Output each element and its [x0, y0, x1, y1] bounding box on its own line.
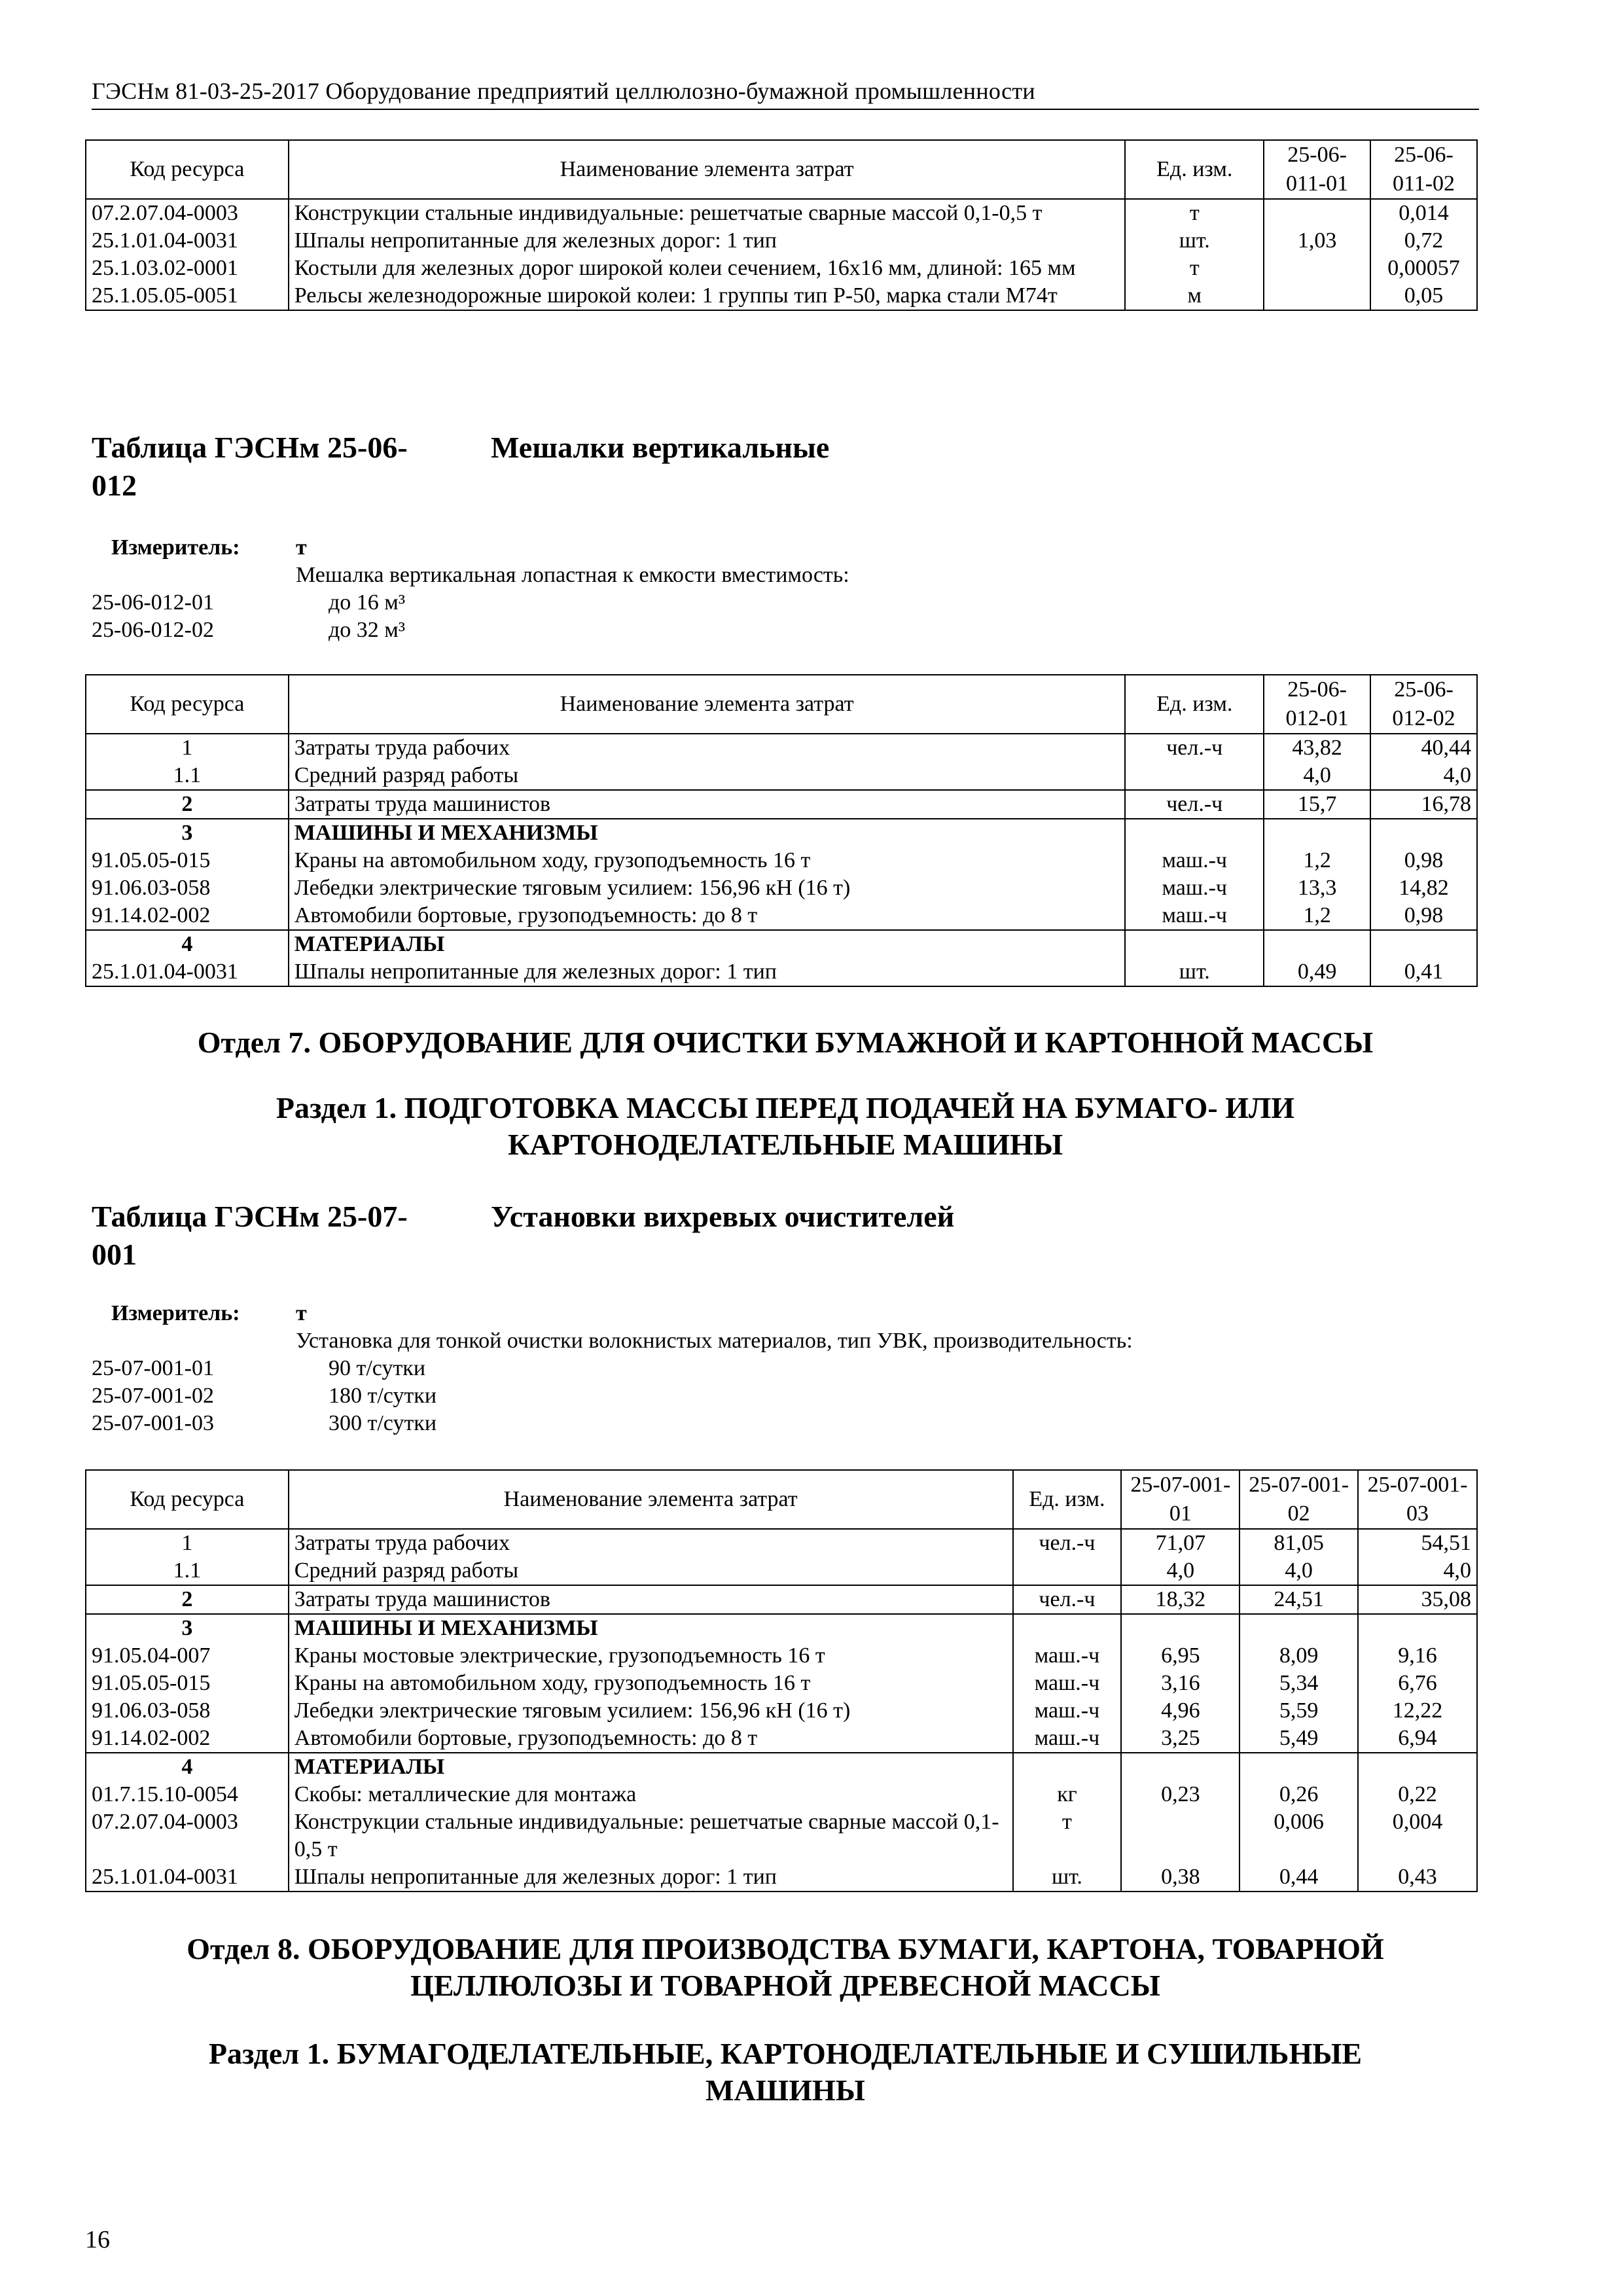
row-unit: маш.-ч — [1013, 1697, 1122, 1725]
row-value: 1,03 — [1264, 227, 1370, 255]
row-code: 1.1 — [86, 1557, 289, 1585]
measure-block-25-07-001 — [92, 1299, 1466, 1440]
row-code: 3 — [86, 819, 289, 847]
item-code: 25-07-001-02 — [92, 1384, 214, 1408]
row-value: 4,0 — [1121, 1557, 1240, 1585]
row-code: 25.1.03.02-0001 — [86, 255, 289, 282]
row-code: 07.2.07.04-0003 — [86, 199, 289, 227]
measure-label: Измеритель: — [111, 535, 240, 560]
row-code: 91.06.03-058 — [86, 874, 289, 902]
measure-label: Измеритель: — [111, 1301, 240, 1325]
heading-line: МАШИНЫ — [705, 2073, 865, 2107]
row-value: 0,72 — [1370, 227, 1477, 255]
row-name: Затраты труда машинистов — [289, 790, 1126, 819]
row-value — [1121, 1753, 1240, 1781]
table-row — [86, 1614, 1477, 1642]
table-row — [86, 902, 1477, 930]
table-code — [92, 1198, 458, 1274]
row-code: 91.14.02-002 — [86, 1725, 289, 1753]
row-name: Костыли для железных дорог широкой колеи сечением, 16х16 мм, длиной: 165 мм — [289, 255, 1126, 282]
table-row — [86, 1697, 1477, 1725]
resource-table-25-07-001 — [85, 1469, 1478, 1892]
col-name-header: Наименование элемента затрат — [289, 1470, 1013, 1529]
section-heading-razdel-1-b — [92, 2036, 1479, 2109]
row-value: 0,44 — [1240, 1863, 1358, 1892]
row-unit: кг — [1013, 1781, 1122, 1808]
row-name: Автомобили бортовые, грузоподъемность: до 8 т — [289, 902, 1126, 930]
row-code: 91.05.05-015 — [86, 1670, 289, 1697]
table-row — [86, 1781, 1477, 1808]
row-value — [1264, 199, 1370, 227]
table-row — [86, 255, 1477, 282]
row-value: 4,0 — [1358, 1557, 1477, 1585]
heading-line: КАРТОНОДЕЛАТЕЛЬНЫЕ МАШИНЫ — [508, 1128, 1063, 1161]
row-unit: чел.-ч — [1013, 1529, 1122, 1557]
col-value-header: 25-07-001-03 — [1358, 1470, 1477, 1529]
item-text: 90 т/сутки — [329, 1356, 426, 1380]
row-unit: маш.-ч — [1013, 1670, 1122, 1697]
table-code-line: 012 — [92, 469, 137, 502]
table-row — [86, 734, 1477, 762]
row-name: Конструкции стальные индивидуальные: решетчатые сварные массой 0,1-0,5 т — [289, 199, 1126, 227]
table-row — [86, 1863, 1477, 1892]
row-value: 35,08 — [1358, 1585, 1477, 1614]
item-code: 25-07-001-01 — [92, 1356, 214, 1380]
row-value — [1264, 930, 1370, 958]
row-value: 4,0 — [1264, 762, 1370, 790]
table-row — [86, 1670, 1477, 1697]
row-value: 81,05 — [1240, 1529, 1358, 1557]
row-name: Краны мостовые электрические, грузоподъемность 16 т — [289, 1642, 1013, 1670]
table-row — [86, 1585, 1477, 1614]
item-code: 25-06-012-02 — [92, 618, 214, 642]
row-name: Скобы: металлические для монтажа — [289, 1781, 1013, 1808]
row-value: 43,82 — [1264, 734, 1370, 762]
row-name: Затраты труда рабочих — [289, 734, 1126, 762]
row-value: 0,98 — [1370, 902, 1477, 930]
section-heading-razdel-1 — [92, 1090, 1479, 1163]
col-value-header: 25-06-011-01 — [1264, 140, 1370, 199]
row-code: 1.1 — [86, 762, 289, 790]
row-code: 91.05.05-015 — [86, 847, 289, 874]
row-value: 3,25 — [1121, 1725, 1240, 1753]
row-code: 4 — [86, 1753, 289, 1781]
row-value: 0,49 — [1264, 958, 1370, 986]
table-row — [86, 819, 1477, 847]
table-code-line: Таблица ГЭСНм 25-07- — [92, 1200, 408, 1233]
table-row — [86, 930, 1477, 958]
table-row — [86, 1557, 1477, 1585]
item-code: 25-07-001-03 — [92, 1411, 214, 1435]
resource-table-25-06-011 — [85, 139, 1478, 311]
row-code: 3 — [86, 1614, 289, 1642]
table-row — [86, 790, 1477, 819]
row-value: 54,51 — [1358, 1529, 1477, 1557]
row-name: Шпалы непропитанные для железных дорог: 1 тип — [289, 1863, 1013, 1892]
row-unit — [1125, 930, 1264, 958]
table-row — [86, 958, 1477, 986]
row-unit — [1013, 1753, 1122, 1781]
row-value: 4,0 — [1240, 1557, 1358, 1585]
row-unit: маш.-ч — [1125, 902, 1264, 930]
row-value: 18,32 — [1121, 1585, 1240, 1614]
table-header-row — [86, 675, 1477, 734]
row-code: 2 — [86, 790, 289, 819]
row-value: 15,7 — [1264, 790, 1370, 819]
col-name-header: Наименование элемента затрат — [289, 140, 1126, 199]
row-value: 16,78 — [1370, 790, 1477, 819]
section-heading-otdel-7: Отдел 7. ОБОРУДОВАНИЕ ДЛЯ ОЧИСТКИ БУМАЖНОЙ И КАРТОННОЙ МАССЫ — [197, 1026, 1374, 1059]
row-value: 0,23 — [1121, 1781, 1240, 1808]
row-name: Шпалы непропитанные для железных дорог: 1 тип — [289, 227, 1126, 255]
table-code-line: Таблица ГЭСНм 25-06- — [92, 431, 408, 464]
row-unit: чел.-ч — [1125, 734, 1264, 762]
row-code: 91.14.02-002 — [86, 902, 289, 930]
row-name: Лебедки электрические тяговым усилием: 156,96 кН (16 т) — [289, 874, 1126, 902]
row-value: 71,07 — [1121, 1529, 1240, 1557]
row-code: 07.2.07.04-0003 — [86, 1808, 289, 1863]
row-name: Краны на автомобильном ходу, грузоподъемность 16 т — [289, 1670, 1013, 1697]
row-value — [1240, 1753, 1358, 1781]
row-name: МАТЕРИАЛЫ — [289, 1753, 1013, 1781]
col-code-header: Код ресурса — [86, 140, 289, 199]
item-text: 180 т/сутки — [329, 1384, 437, 1408]
row-value: 13,3 — [1264, 874, 1370, 902]
table-code — [92, 429, 458, 505]
row-code: 91.05.04-007 — [86, 1642, 289, 1670]
row-code: 25.1.01.04-0031 — [86, 958, 289, 986]
heading-line: Раздел 1. БУМАГОДЕЛАТЕЛЬНЫЕ, КАРТОНОДЕЛАТЕЛЬНЫЕ И СУШИЛЬНЫЕ — [208, 2037, 1363, 2070]
heading-line: ЦЕЛЛЮЛОЗЫ И ТОВАРНОЙ ДРЕВЕСНОЙ МАССЫ — [410, 1969, 1160, 2002]
row-value: 14,82 — [1370, 874, 1477, 902]
row-unit: шт. — [1125, 958, 1264, 986]
row-value: 6,76 — [1358, 1670, 1477, 1697]
heading-line: Отдел 8. ОБОРУДОВАНИЕ ДЛЯ ПРОИЗВОДСТВА БУМАГИ, КАРТОНА, ТОВАРНОЙ — [187, 1932, 1384, 1965]
table-row — [86, 1642, 1477, 1670]
table-row — [86, 1808, 1477, 1863]
table-name: Мешалки вертикальные — [491, 431, 830, 464]
row-code: 4 — [86, 930, 289, 958]
page-number: 16 — [85, 2226, 110, 2253]
row-unit: маш.-ч — [1013, 1642, 1122, 1670]
row-unit — [1013, 1614, 1122, 1642]
row-name: Средний разряд работы — [289, 762, 1126, 790]
row-unit: маш.-ч — [1013, 1725, 1122, 1753]
table-row — [86, 847, 1477, 874]
table-row — [86, 282, 1477, 310]
row-name: Краны на автомобильном ходу, грузоподъемность 16 т — [289, 847, 1126, 874]
row-unit: чел.-ч — [1013, 1585, 1122, 1614]
row-value — [1264, 282, 1370, 310]
row-code: 25.1.05.05-0051 — [86, 282, 289, 310]
row-value: 4,96 — [1121, 1697, 1240, 1725]
row-name: МАШИНЫ И МЕХАНИЗМЫ — [289, 819, 1126, 847]
row-value: 1,2 — [1264, 847, 1370, 874]
row-name: Затраты труда машинистов — [289, 1585, 1013, 1614]
row-unit: маш.-ч — [1125, 847, 1264, 874]
row-value — [1264, 819, 1370, 847]
row-unit: шт. — [1013, 1863, 1122, 1892]
row-unit: т — [1125, 255, 1264, 282]
table-row — [86, 1725, 1477, 1753]
col-value-header: 25-06-012-02 — [1370, 675, 1477, 734]
row-value — [1264, 255, 1370, 282]
row-code: 91.06.03-058 — [86, 1697, 289, 1725]
row-value — [1240, 1614, 1358, 1642]
table-code-line: 001 — [92, 1238, 137, 1271]
item-code: 25-06-012-01 — [92, 590, 214, 615]
row-value: 1,2 — [1264, 902, 1370, 930]
row-name: МАШИНЫ И МЕХАНИЗМЫ — [289, 1614, 1013, 1642]
table-header-row — [86, 1470, 1477, 1529]
row-name: Автомобили бортовые, грузоподъемность: до 8 т — [289, 1725, 1013, 1753]
row-value: 0,05 — [1370, 282, 1477, 310]
row-unit: маш.-ч — [1125, 874, 1264, 902]
row-code: 1 — [86, 1529, 289, 1557]
measure-value: т — [296, 1301, 307, 1325]
col-code-header: Код ресурса — [86, 1470, 289, 1529]
col-name-header: Наименование элемента затрат — [289, 675, 1126, 734]
row-value: 12,22 — [1358, 1697, 1477, 1725]
row-unit: шт. — [1125, 227, 1264, 255]
item-text: 300 т/сутки — [329, 1411, 437, 1435]
row-unit: чел.-ч — [1125, 790, 1264, 819]
row-name: Средний разряд работы — [289, 1557, 1013, 1585]
table-row — [86, 1529, 1477, 1557]
section-heading-otdel-8 — [92, 1931, 1479, 2004]
row-name: Лебедки электрические тяговым усилием: 156,96 кН (16 т) — [289, 1697, 1013, 1725]
row-name: Рельсы железнодорожные широкой колеи: 1 группы тип Р-50, марка стали М74т — [289, 282, 1126, 310]
row-code: 25.1.01.04-0031 — [86, 1863, 289, 1892]
row-code: 2 — [86, 1585, 289, 1614]
row-value: 6,94 — [1358, 1725, 1477, 1753]
col-unit-header: Ед. изм. — [1125, 140, 1264, 199]
row-name: Конструкции стальные индивидуальные: решетчатые сварные массой 0,1-0,5 т — [289, 1808, 1013, 1863]
row-value: 8,09 — [1240, 1642, 1358, 1670]
table-title-25-07-001 — [92, 1198, 1466, 1276]
measure-value: т — [296, 535, 307, 560]
col-unit-header: Ед. изм. — [1013, 1470, 1122, 1529]
item-text: до 32 м³ — [329, 618, 406, 642]
col-value-header: 25-06-012-01 — [1264, 675, 1370, 734]
row-value — [1121, 1808, 1240, 1863]
row-name: МАТЕРИАЛЫ — [289, 930, 1126, 958]
col-value-header: 25-07-001-02 — [1240, 1470, 1358, 1529]
row-value: 40,44 — [1370, 734, 1477, 762]
row-value: 0,004 — [1358, 1808, 1477, 1863]
row-value: 24,51 — [1240, 1585, 1358, 1614]
row-value: 3,16 — [1121, 1670, 1240, 1697]
running-header: ГЭСНм 81-03-25-2017 Оборудование предприятий целлюлозно-бумажной промышленности — [92, 77, 1479, 110]
row-value: 0,006 — [1240, 1808, 1358, 1863]
col-unit-header: Ед. изм. — [1125, 675, 1264, 734]
col-value-header: 25-06-011-02 — [1370, 140, 1477, 199]
row-unit: т — [1125, 199, 1264, 227]
col-value-header: 25-07-001-01 — [1121, 1470, 1240, 1529]
row-code: 25.1.01.04-0031 — [86, 227, 289, 255]
row-value: 4,0 — [1370, 762, 1477, 790]
resource-table-25-06-012 — [85, 674, 1478, 987]
table-header-row — [86, 140, 1477, 199]
row-name: Затраты труда рабочих — [289, 1529, 1013, 1557]
row-value — [1358, 1614, 1477, 1642]
row-value: 0,41 — [1370, 958, 1477, 986]
row-value — [1370, 930, 1477, 958]
row-value: 0,98 — [1370, 847, 1477, 874]
row-value: 0,00057 — [1370, 255, 1477, 282]
heading-line: Раздел 1. ПОДГОТОВКА МАССЫ ПЕРЕД ПОДАЧЕЙ НА БУМАГО- ИЛИ — [276, 1091, 1295, 1124]
row-code: 1 — [86, 734, 289, 762]
row-value — [1370, 819, 1477, 847]
row-value: 0,43 — [1358, 1863, 1477, 1892]
row-unit — [1125, 819, 1264, 847]
table-row — [86, 227, 1477, 255]
table-row — [86, 199, 1477, 227]
row-value — [1121, 1614, 1240, 1642]
row-value: 5,59 — [1240, 1697, 1358, 1725]
row-value — [1358, 1753, 1477, 1781]
row-value: 5,34 — [1240, 1670, 1358, 1697]
item-text: до 16 м³ — [329, 590, 406, 615]
row-unit — [1125, 762, 1264, 790]
row-unit: т — [1013, 1808, 1122, 1863]
row-value: 0,22 — [1358, 1781, 1477, 1808]
table-row — [86, 874, 1477, 902]
row-value: 5,49 — [1240, 1725, 1358, 1753]
row-code: 01.7.15.10-0054 — [86, 1781, 289, 1808]
measure-description: Мешалка вертикальная лопастная к емкости вместимость: — [296, 563, 849, 587]
row-unit — [1013, 1557, 1122, 1585]
row-value: 0,014 — [1370, 199, 1477, 227]
measure-block-25-06-012 — [92, 533, 1466, 645]
row-value: 6,95 — [1121, 1642, 1240, 1670]
table-row — [86, 1753, 1477, 1781]
row-value: 0,26 — [1240, 1781, 1358, 1808]
row-value: 9,16 — [1358, 1642, 1477, 1670]
measure-description: Установка для тонкой очистки волокнистых материалов, тип УВК, производительность: — [296, 1329, 1133, 1353]
table-title-25-06-012 — [92, 429, 1466, 507]
row-unit: м — [1125, 282, 1264, 310]
row-value: 0,38 — [1121, 1863, 1240, 1892]
table-row — [86, 762, 1477, 790]
table-name: Установки вихревых очистителей — [491, 1200, 955, 1233]
col-code-header: Код ресурса — [86, 675, 289, 734]
row-name: Шпалы непропитанные для железных дорог: 1 тип — [289, 958, 1126, 986]
